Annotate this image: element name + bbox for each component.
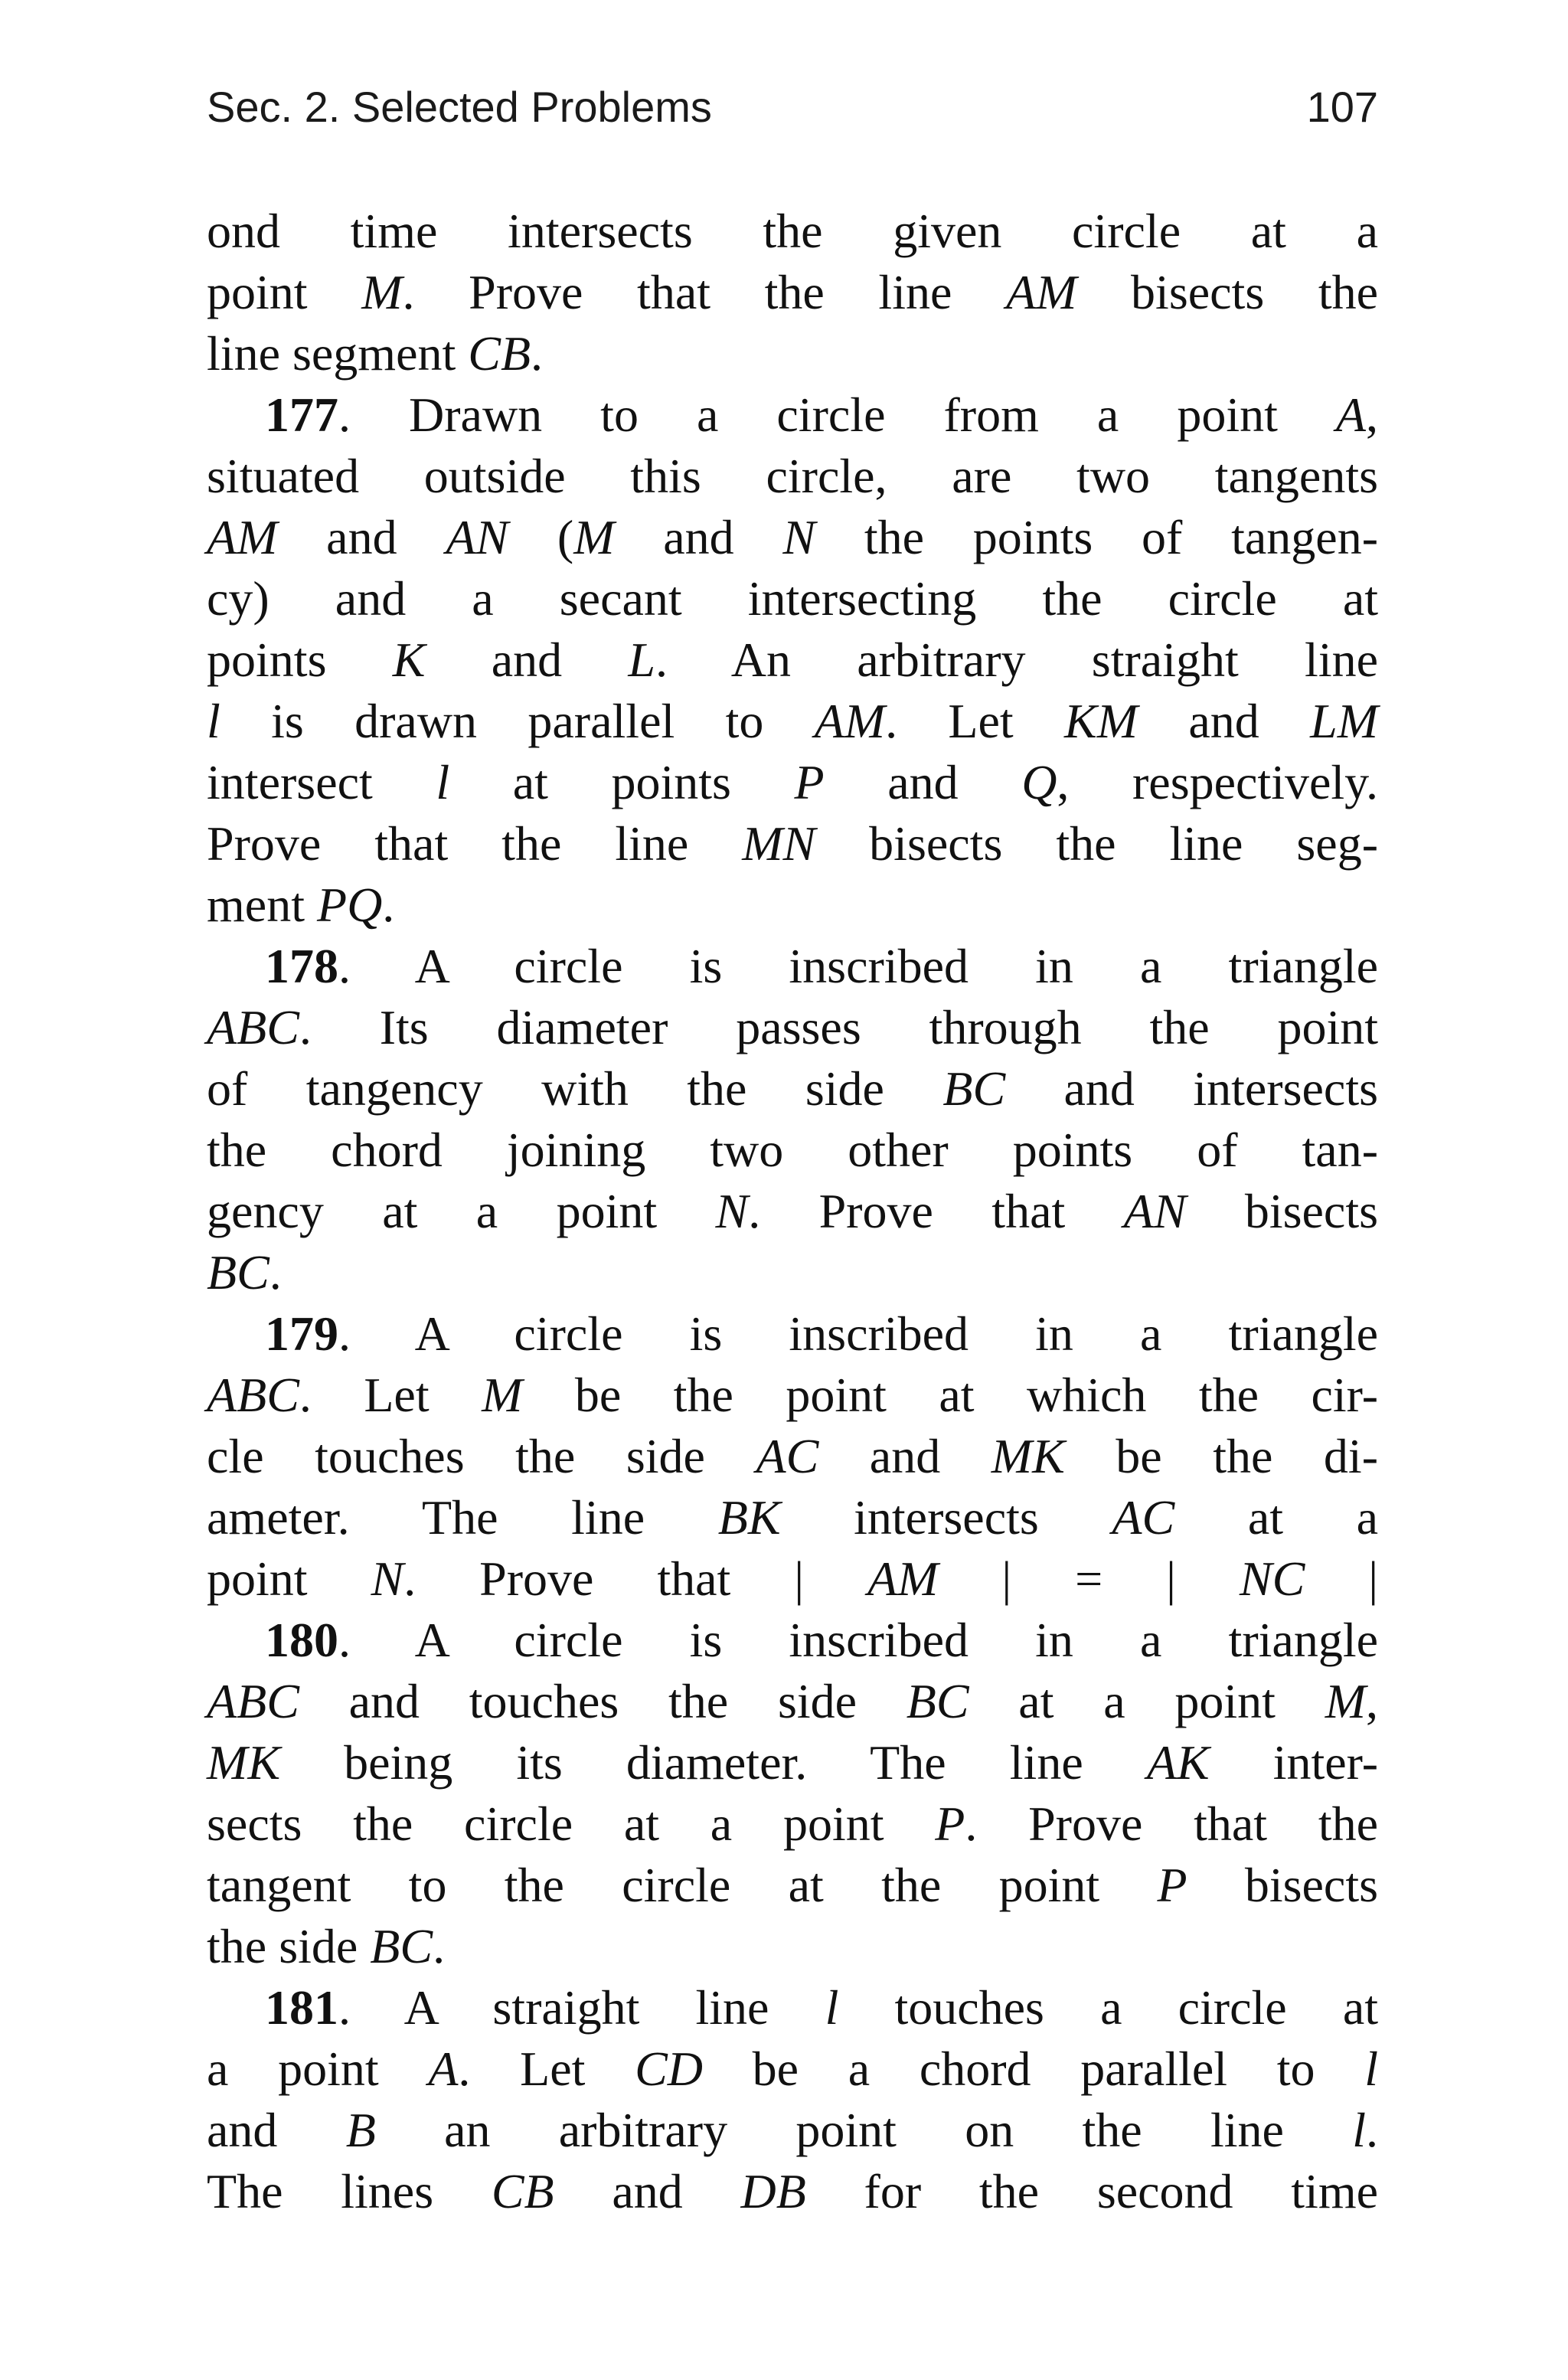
math-symbol: AM: [207, 510, 278, 564]
text-line: [207, 1548, 1378, 1610]
problem-number: 180: [265, 1613, 338, 1667]
text-run: the side: [207, 1919, 371, 1973]
text-run: .: [433, 1919, 446, 1973]
math-symbol: MK: [991, 1429, 1065, 1483]
math-symbol: Q: [1021, 755, 1057, 809]
math-symbol: AM: [814, 694, 886, 748]
text-run: tangent to the circle at the point: [207, 1858, 1158, 1912]
text-line: [207, 1977, 1378, 2038]
math-symbol: CB: [491, 2164, 554, 2218]
text-run: at a point: [969, 1674, 1325, 1728]
text-line: [207, 262, 1378, 323]
text-run: cle touches the side: [207, 1429, 756, 1483]
text-line: [207, 507, 1378, 568]
text-line: [207, 752, 1378, 813]
text-run: and intersects: [1005, 1061, 1379, 1116]
math-symbol: P: [1157, 1858, 1187, 1912]
text-run: .: [531, 326, 544, 381]
problem-number: 181: [265, 1980, 338, 2035]
math-symbol: NC: [1239, 1551, 1305, 1606]
text-run: bisects: [1186, 1184, 1379, 1238]
text-run: ameter. The line: [207, 1490, 718, 1545]
text-run: (: [508, 510, 574, 564]
math-symbol: DB: [740, 2164, 806, 2218]
math-symbol: AC: [1112, 1490, 1175, 1545]
text-run: . A straight line: [338, 1980, 825, 2035]
text-run: the chord joining two other points of tan-: [207, 1123, 1378, 1177]
text-run: .: [1366, 2103, 1379, 2157]
text-run: . A circle is inscribed in a triangle: [338, 939, 1378, 993]
math-symbol: AM: [1006, 265, 1077, 319]
text-run: for the second time: [805, 2164, 1379, 2218]
page-number: 107: [1306, 83, 1378, 131]
math-symbol: ABC: [207, 1368, 299, 1422]
text-line: [207, 936, 1378, 997]
math-symbol: AN: [1123, 1184, 1187, 1238]
text-run: and: [614, 510, 783, 564]
text-run: . Prove that: [403, 1551, 795, 1606]
math-symbol: A: [1335, 387, 1366, 442]
text-line: [207, 1120, 1378, 1181]
text-line: [207, 1916, 1378, 1977]
math-symbol: P: [935, 1796, 965, 1851]
math-symbol: A: [428, 2042, 459, 2096]
math-symbol: M: [573, 510, 615, 564]
text-run: being its diameter. The line: [280, 1735, 1147, 1790]
text-line: [207, 1365, 1378, 1426]
text-line: [207, 1855, 1378, 1916]
text-run: |: [1305, 1551, 1379, 1606]
math-symbol: BC: [207, 1245, 270, 1300]
math-symbol: KM: [1064, 694, 1138, 748]
math-symbol: ABC: [207, 1674, 299, 1728]
text-run: . Drawn to a circle from a point: [338, 387, 1336, 442]
text-line: [207, 1610, 1378, 1671]
text-line: [207, 875, 1378, 936]
math-symbol: l: [436, 755, 450, 809]
text-run: line segment: [207, 326, 469, 381]
text-line: [207, 1242, 1378, 1303]
text-line: [207, 1058, 1378, 1120]
math-symbol: MK: [207, 1735, 280, 1790]
text-run: , respectively.: [1057, 755, 1379, 809]
text-line: [207, 2038, 1378, 2100]
math-symbol: AN: [446, 510, 509, 564]
math-symbol: N: [715, 1184, 749, 1238]
running-head: [207, 77, 1378, 138]
text-run: points: [207, 633, 393, 687]
text-run: and: [1138, 694, 1311, 748]
text-run: at points: [449, 755, 795, 809]
math-symbol: M: [482, 1368, 523, 1422]
text-run: ond time intersects the given circle at a: [207, 204, 1378, 258]
text-run: |: [794, 1551, 868, 1606]
math-symbol: ABC: [207, 1000, 299, 1054]
text-run: . Prove that the: [965, 1796, 1379, 1851]
text-run: | = |: [938, 1551, 1240, 1606]
text-line: [207, 384, 1378, 446]
text-run: intersect: [207, 755, 436, 809]
problem-number: 178: [265, 939, 338, 993]
text-run: of tangency with the side: [207, 1061, 943, 1116]
text-run: . Prove that the line: [402, 265, 1007, 319]
text-run: bisects the: [1076, 265, 1379, 319]
math-symbol: BC: [370, 1919, 433, 1973]
text-run: a point: [207, 2042, 429, 2096]
text-line: [207, 201, 1378, 262]
text-line: [207, 997, 1378, 1058]
text-line: [207, 568, 1378, 629]
text-run: and: [818, 1429, 991, 1483]
text-run: . Let: [458, 2042, 635, 2096]
math-symbol: l: [1364, 2042, 1379, 2096]
text-run: . Its diameter passes through the point: [299, 1000, 1378, 1054]
text-run: and: [554, 2164, 741, 2218]
text-line: [207, 1487, 1378, 1548]
text-line: [207, 1671, 1378, 1732]
math-symbol: l: [825, 1980, 839, 2035]
math-symbol: P: [794, 755, 825, 809]
math-symbol: BC: [906, 1674, 969, 1728]
text-line: [207, 446, 1378, 507]
math-symbol: AM: [867, 1551, 939, 1606]
math-symbol: K: [392, 633, 426, 687]
text-run: gency at a point: [207, 1184, 716, 1238]
text-line: [207, 1732, 1378, 1793]
text-line: [207, 1793, 1378, 1855]
text-run: ment: [207, 878, 317, 932]
text-run: is drawn parallel to: [220, 694, 815, 748]
math-symbol: CB: [468, 326, 531, 381]
math-symbol: BC: [942, 1061, 1006, 1116]
text-run: intersects: [780, 1490, 1112, 1545]
text-run: . A circle is inscribed in a triangle: [338, 1306, 1378, 1361]
math-symbol: L: [628, 633, 655, 687]
text-run: be the di-: [1064, 1429, 1379, 1483]
math-symbol: l: [1352, 2103, 1367, 2157]
math-symbol: CD: [635, 2042, 703, 2096]
text-run: at a: [1174, 1490, 1379, 1545]
text-run: situated outside this circle, are two tangents: [207, 449, 1378, 503]
problem-number: 179: [265, 1306, 338, 1361]
text-line: [207, 323, 1378, 384]
text-run: . A circle is inscribed in a triangle: [338, 1613, 1378, 1667]
text-run: the points of tangen-: [815, 510, 1379, 564]
math-symbol: LM: [1310, 694, 1379, 748]
text-run: ,: [1366, 387, 1378, 442]
text-run: .: [269, 1245, 282, 1300]
math-symbol: M: [1325, 1674, 1367, 1728]
text-run: . Let: [299, 1368, 482, 1422]
section-title: Sec. 2. Selected Problems: [207, 83, 712, 131]
text-run: and: [277, 510, 446, 564]
text-run: and: [207, 2103, 346, 2157]
text-run: Prove that the line: [207, 816, 743, 871]
math-symbol: B: [345, 2103, 376, 2157]
text-run: ,: [1366, 1674, 1379, 1728]
math-symbol: N: [782, 510, 816, 564]
text-run: an arbitrary point on the line: [375, 2103, 1353, 2157]
text-run: . An arbitrary straight line: [655, 633, 1379, 687]
text-line: [207, 1426, 1378, 1487]
problem-number: 177: [265, 387, 338, 442]
text-run: cy) and a secant intersecting the circle at: [207, 571, 1378, 626]
text-line: [207, 1303, 1378, 1365]
text-run: touches a circle at: [838, 1980, 1378, 2035]
text-line: [207, 2161, 1378, 2222]
math-symbol: BK: [717, 1490, 781, 1545]
text-run: and: [425, 633, 629, 687]
text-run: sects the circle at a point: [207, 1796, 936, 1851]
text-line: [207, 1181, 1378, 1242]
math-symbol: MN: [742, 816, 816, 871]
math-symbol: PQ: [316, 878, 383, 932]
text-line: [207, 2100, 1378, 2161]
math-symbol: AK: [1146, 1735, 1210, 1790]
text-run: . Let: [885, 694, 1065, 748]
text-run: and: [824, 755, 1022, 809]
text-run: point: [207, 1551, 371, 1606]
text-run: point: [207, 265, 362, 319]
text-run: be a chord parallel to: [702, 2042, 1365, 2096]
text-line: [207, 813, 1378, 875]
text-run: inter-: [1209, 1735, 1379, 1790]
text-run: The lines: [207, 2164, 492, 2218]
text-run: . Prove that: [748, 1184, 1124, 1238]
text-line: [207, 629, 1378, 691]
text-run: bisects: [1187, 1858, 1379, 1912]
text-run: bisects the line seg-: [815, 816, 1378, 871]
math-symbol: AC: [756, 1429, 819, 1483]
text-run: and touches the side: [299, 1674, 906, 1728]
text-run: .: [382, 878, 395, 932]
math-symbol: M: [361, 265, 403, 319]
math-symbol: l: [207, 694, 220, 748]
text-line: [207, 691, 1378, 752]
math-symbol: N: [371, 1551, 404, 1606]
text-run: be the point at which the cir-: [522, 1368, 1379, 1422]
body-text: [207, 201, 1378, 2222]
